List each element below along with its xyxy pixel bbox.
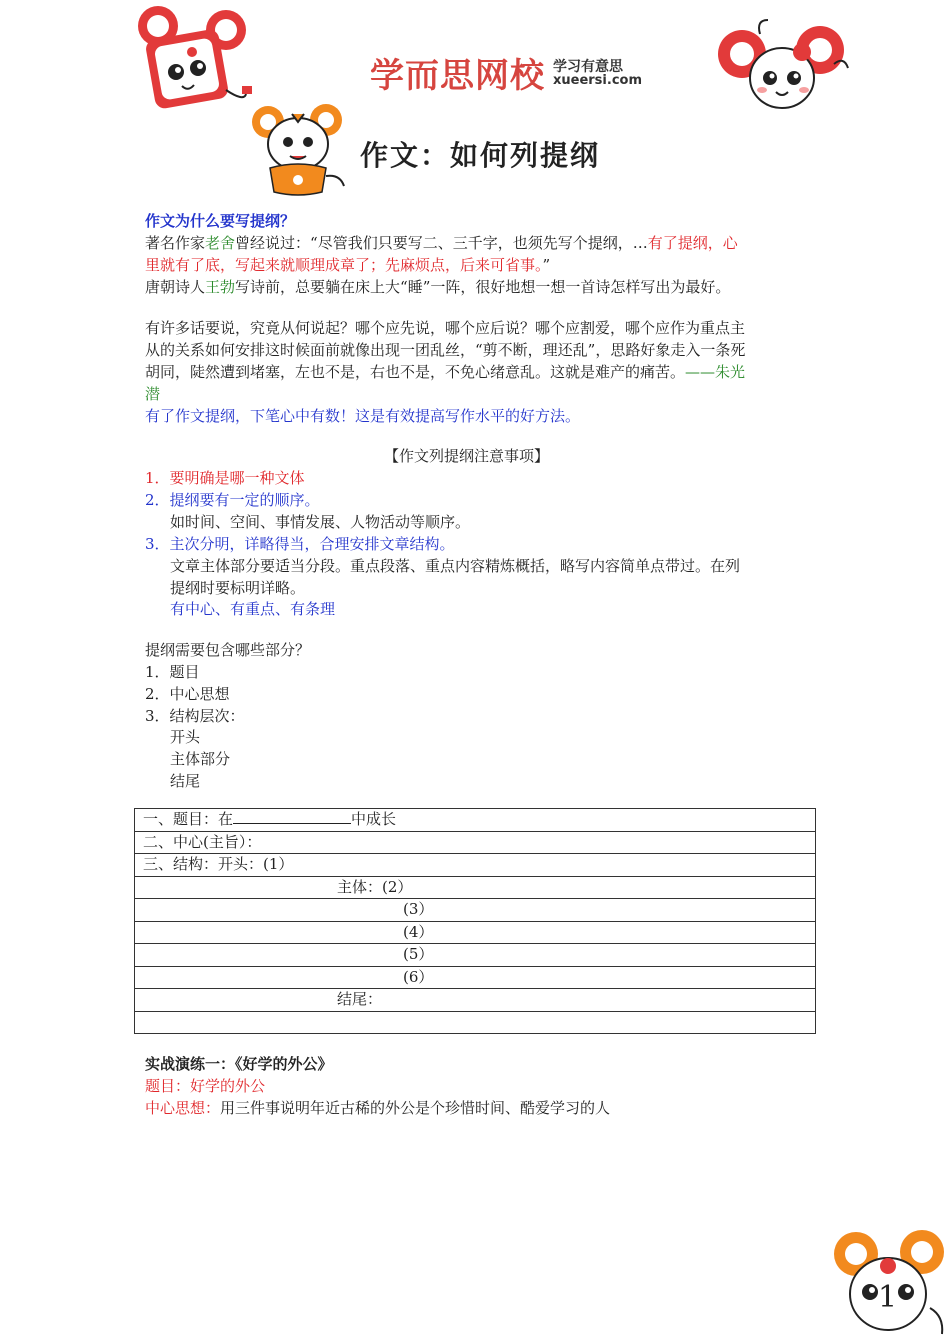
brand-slogan: 学习有意思: [553, 59, 623, 75]
table-row: [135, 1011, 816, 1034]
table-cell: (3）: [135, 899, 816, 922]
table-cell: 三、结构：开头：(1）: [135, 854, 816, 877]
table-row: [135, 854, 816, 877]
mascot-left-icon: [134, 2, 264, 114]
intro-paragraph-1: [145, 232, 738, 254]
table-row: [135, 944, 816, 967]
table-row: [135, 921, 816, 944]
text: ”: [542, 256, 551, 274]
table-cell: [135, 1011, 816, 1034]
page-number: 1: [878, 1280, 898, 1315]
table-row: [135, 966, 816, 989]
parts-sub-item: 开头: [170, 728, 201, 746]
text: 一、题目：在: [143, 810, 234, 829]
topic-value: 好学的外公: [190, 1077, 266, 1095]
note-item-3-detail-3: 有中心、有重点、有条理: [170, 600, 336, 618]
text: 写诗前，总要躺在床上大“睡”一阵，很好地想一想一首诗怎样写出为最好。: [235, 278, 731, 296]
idea-value: 用三件事说明年近古稀的外公是个珍惜时间、酷爱学习的人: [220, 1099, 611, 1117]
author-name-cont: 潜: [145, 385, 161, 403]
note-item-2: 2．提纲要有一定的顺序。: [145, 491, 320, 509]
fill-in-blank[interactable]: [233, 809, 351, 824]
table-row: [135, 899, 816, 922]
practice-topic: [145, 1075, 265, 1097]
intro-paragraph-1-cont: [145, 254, 550, 276]
idea-label: 中心思想：: [145, 1099, 221, 1117]
topic-label: 题目：: [145, 1077, 191, 1095]
quote-highlight: 有了提纲，心: [647, 234, 738, 252]
practice-heading: 实战演练一：《好学的外公》: [145, 1055, 333, 1073]
note-item-1: 1．要明确是哪一种文体: [145, 469, 305, 487]
text: 著名作家: [145, 234, 206, 252]
poet-name: 王勃: [205, 278, 236, 296]
intro-paragraph-4: 有了作文提纲，下笔心中有数！这是有效提高写作水平的好方法。: [145, 407, 581, 425]
quote-highlight: 里就有了底，写起来就顺理成章了；先麻烦点，后来可省事。: [145, 256, 543, 274]
intro-heading: 作文为什么要写提纲？: [145, 212, 296, 230]
notes-heading: 【作文列提纲注意事项】: [384, 447, 550, 465]
parts-heading: 提纲需要包含哪些部分？: [145, 641, 311, 659]
practice-central-idea: [145, 1097, 610, 1119]
table-row: [135, 809, 816, 832]
mascot-center-icon: [246, 100, 356, 200]
intro-paragraph-3-line-3: [145, 361, 745, 383]
text: 唐朝诗人: [145, 278, 206, 296]
brand-logo: [370, 48, 650, 98]
intro-paragraph-2: [145, 276, 730, 298]
text: 曾经说过：“尽管我们只要写二、三千字，也须先写个提纲，…: [235, 234, 648, 252]
note-item-3-detail-1: 文章主体部分要适当分段。重点段落、重点内容精炼概括，略写内容简单点带过。在列: [170, 557, 741, 575]
note-item-3: 3．主次分明，详略得当，合理安排文章结构。: [145, 535, 455, 553]
intro-paragraph-3-line-2: 从的关系如何安排这时候面前就像出现一团乱丝，“剪不断，理还乱”，思路好象走入一条死: [145, 341, 746, 359]
table-cell: (4）: [135, 921, 816, 944]
parts-sub-item: 结尾: [170, 772, 201, 790]
intro-paragraph-3-line-1: 有许多话要说，究竟从何说起？哪个应先说，哪个应后说？哪个应割爱，哪个应作为重点主: [145, 319, 746, 337]
table-cell: [135, 809, 816, 832]
author-name: 老舍: [205, 234, 236, 252]
note-item-2-detail: 如时间、空间、事情发展、人物活动等顺序。: [170, 513, 471, 531]
table-cell: 结尾：: [135, 989, 816, 1012]
table-cell: 主体：(2）: [135, 876, 816, 899]
outline-table: [134, 808, 816, 1034]
parts-item: 1．题目: [145, 663, 200, 681]
table-cell: 二、中心(主旨）：: [135, 831, 816, 854]
table-cell: (6）: [135, 966, 816, 989]
text: 胡同，陡然遭到堵塞，左也不是，右也不是，不免心绪意乱。这就是难产的痛苦。: [145, 363, 686, 381]
page-title: 作文：如何列提纲: [360, 139, 601, 172]
table-row: [135, 989, 816, 1012]
mascot-right-icon: [716, 12, 852, 116]
text: 中成长: [351, 810, 397, 829]
table-cell: (5）: [135, 944, 816, 967]
brand-name: 学而思网校: [370, 56, 545, 96]
table-row: [135, 831, 816, 854]
parts-item: 3．结构层次：: [145, 707, 245, 725]
note-item-3-detail-2: 提纲时要标明详略。: [170, 579, 306, 597]
table-row: [135, 876, 816, 899]
brand-url: xueersi.com: [553, 73, 643, 88]
author-name: ——朱光: [685, 363, 746, 381]
parts-item: 2．中心思想: [145, 685, 230, 703]
parts-sub-item: 主体部分: [170, 750, 231, 768]
